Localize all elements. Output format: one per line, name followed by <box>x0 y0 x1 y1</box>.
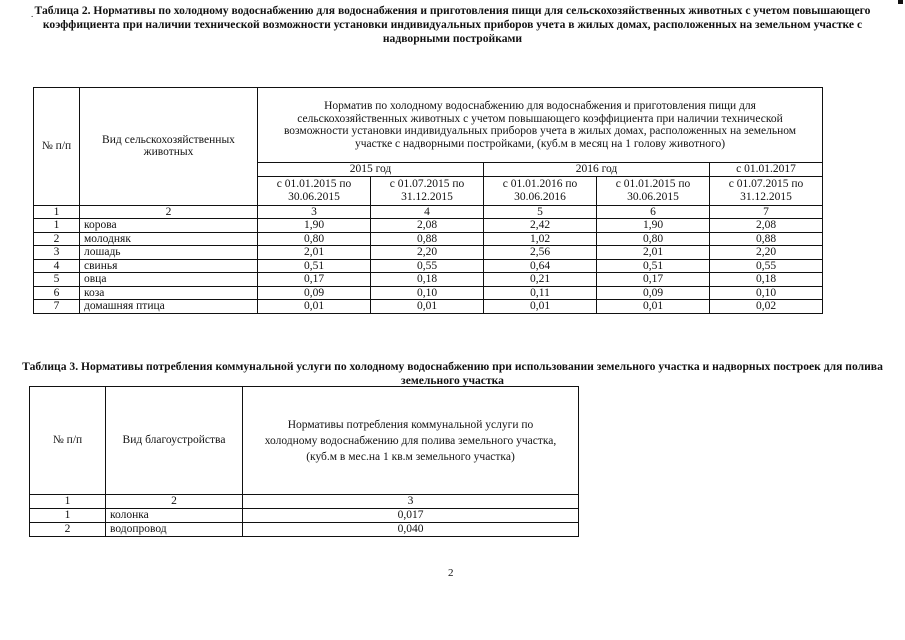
table2-year-2016: 2016 год <box>484 163 710 177</box>
value-cell: 0,80 <box>597 232 710 246</box>
value-cell: 0,02 <box>710 300 823 314</box>
table3-colnum: 3 <box>243 495 579 509</box>
table2-header-num: № п/п <box>34 88 80 206</box>
table3-title: Таблица 3. Нормативы потребления коммунальной услуги по холодному водоснабжению при использовании земельного участка и надворных построек для полива земельного участка <box>22 360 883 387</box>
table3-header-num: № п/п <box>30 387 106 495</box>
table2-colnum: 4 <box>371 205 484 219</box>
table2-colnum-row <box>34 205 823 219</box>
value-cell: 0,21 <box>484 273 597 287</box>
value-cell: 2,56 <box>484 246 597 260</box>
value-cell: 0,017 <box>243 509 579 523</box>
value-cell: 2,42 <box>484 219 597 233</box>
animal-name: молодняк <box>80 232 258 246</box>
table2-colnum: 6 <box>597 205 710 219</box>
value-cell: 0,09 <box>258 286 371 300</box>
value-cell: 0,18 <box>710 273 823 287</box>
table-row <box>34 259 823 273</box>
table-row <box>34 300 823 314</box>
table-row <box>30 523 579 537</box>
animal-name: коза <box>80 286 258 300</box>
animal-name: корова <box>80 219 258 233</box>
table-row <box>34 219 823 233</box>
table2-colnum: 1 <box>34 205 80 219</box>
table3 <box>29 386 579 537</box>
table2-colnum: 7 <box>710 205 823 219</box>
table3-colnum: 2 <box>106 495 243 509</box>
value-cell: 0,64 <box>484 259 597 273</box>
value-cell: 2,20 <box>371 246 484 260</box>
value-cell: 0,55 <box>371 259 484 273</box>
table2-period: с 01.01.2015 по 30.06.2015 <box>597 176 710 205</box>
value-cell: 0,09 <box>597 286 710 300</box>
table2-colnum: 2 <box>80 205 258 219</box>
table2-header-norm: Норматив по холодному водоснабжению для водоснабжения и приготовления пищи для сельскохозяйственных животных с учетом повышающего коэффициента при наличии технической возможности установки индивидуальных приборов учета в жилых домах, расположенных на земельном участке с надворными постройками, (куб.м в месяц на 1 голову животного) <box>258 88 823 163</box>
table-row <box>34 286 823 300</box>
value-cell: 0,18 <box>371 273 484 287</box>
improvement-type: водопровод <box>106 523 243 537</box>
row-number: 1 <box>34 219 80 233</box>
value-cell: 1,90 <box>597 219 710 233</box>
row-number: 2 <box>34 232 80 246</box>
corner-mark <box>898 0 903 4</box>
table3-header-norm: Нормативы потребления коммунальной услуги по холодному водоснабжению для полива земельного участка, (куб.м в мес.на 1 кв.м земельного участка) <box>243 387 579 495</box>
value-cell: 0,040 <box>243 523 579 537</box>
value-cell: 0,01 <box>597 300 710 314</box>
value-cell: 0,01 <box>484 300 597 314</box>
table-row <box>30 509 579 523</box>
value-cell: 0,17 <box>597 273 710 287</box>
table2-year-2017: с 01.01.2017 <box>710 163 823 177</box>
table2-period: с 01.01.2016 по 30.06.2016 <box>484 176 597 205</box>
value-cell: 0,01 <box>258 300 371 314</box>
improvement-type: колонка <box>106 509 243 523</box>
value-cell: 0,51 <box>597 259 710 273</box>
value-cell: 0,10 <box>371 286 484 300</box>
table2-header-kind: Вид сельскохозяйственных животных <box>80 88 258 206</box>
table-row <box>34 273 823 287</box>
row-number: 2 <box>30 523 106 537</box>
value-cell: 2,08 <box>710 219 823 233</box>
row-number: 5 <box>34 273 80 287</box>
row-number: 3 <box>34 246 80 260</box>
animal-name: лошадь <box>80 246 258 260</box>
value-cell: 2,01 <box>597 246 710 260</box>
value-cell: 0,88 <box>710 232 823 246</box>
table2-period: с 01.07.2015 по 31.12.2015 <box>710 176 823 205</box>
table-row <box>34 232 823 246</box>
value-cell: 0,01 <box>371 300 484 314</box>
value-cell: 2,20 <box>710 246 823 260</box>
value-cell: 2,08 <box>371 219 484 233</box>
value-cell: 0,17 <box>258 273 371 287</box>
value-cell: 1,90 <box>258 219 371 233</box>
table-row <box>34 246 823 260</box>
row-number: 6 <box>34 286 80 300</box>
value-cell: 0,88 <box>371 232 484 246</box>
table3-header-kind: Вид благоустройства <box>106 387 243 495</box>
table2-title: Таблица 2. Нормативы по холодному водоснабжению для водоснабжения и приготовления пищи для сельскохозяйственных животных с учетом повышающего коэффициента при наличии технической возможности установки индивидуальных приборов учета в жилых домах, расположенных на земельном участке с надворными постройками <box>34 4 871 45</box>
animal-name: овца <box>80 273 258 287</box>
row-number: 7 <box>34 300 80 314</box>
value-cell: 0,11 <box>484 286 597 300</box>
table2-period: с 01.01.2015 по 30.06.2015 <box>258 176 371 205</box>
row-number: 1 <box>30 509 106 523</box>
table2 <box>33 87 823 314</box>
table3-colnum-row <box>30 495 579 509</box>
table2-colnum: 5 <box>484 205 597 219</box>
value-cell: 0,80 <box>258 232 371 246</box>
value-cell: 0,51 <box>258 259 371 273</box>
value-cell: 0,10 <box>710 286 823 300</box>
table2-colnum: 3 <box>258 205 371 219</box>
row-number: 4 <box>34 259 80 273</box>
value-cell: 0,55 <box>710 259 823 273</box>
value-cell: 1,02 <box>484 232 597 246</box>
animal-name: домашняя птица <box>80 300 258 314</box>
table3-colnum: 1 <box>30 495 106 509</box>
table2-period: с 01.07.2015 по 31.12.2015 <box>371 176 484 205</box>
animal-name: свинья <box>80 259 258 273</box>
top-mark: . <box>31 9 34 19</box>
value-cell: 2,01 <box>258 246 371 260</box>
page-number: 2 <box>448 567 454 579</box>
table2-year-2015: 2015 год <box>258 163 484 177</box>
